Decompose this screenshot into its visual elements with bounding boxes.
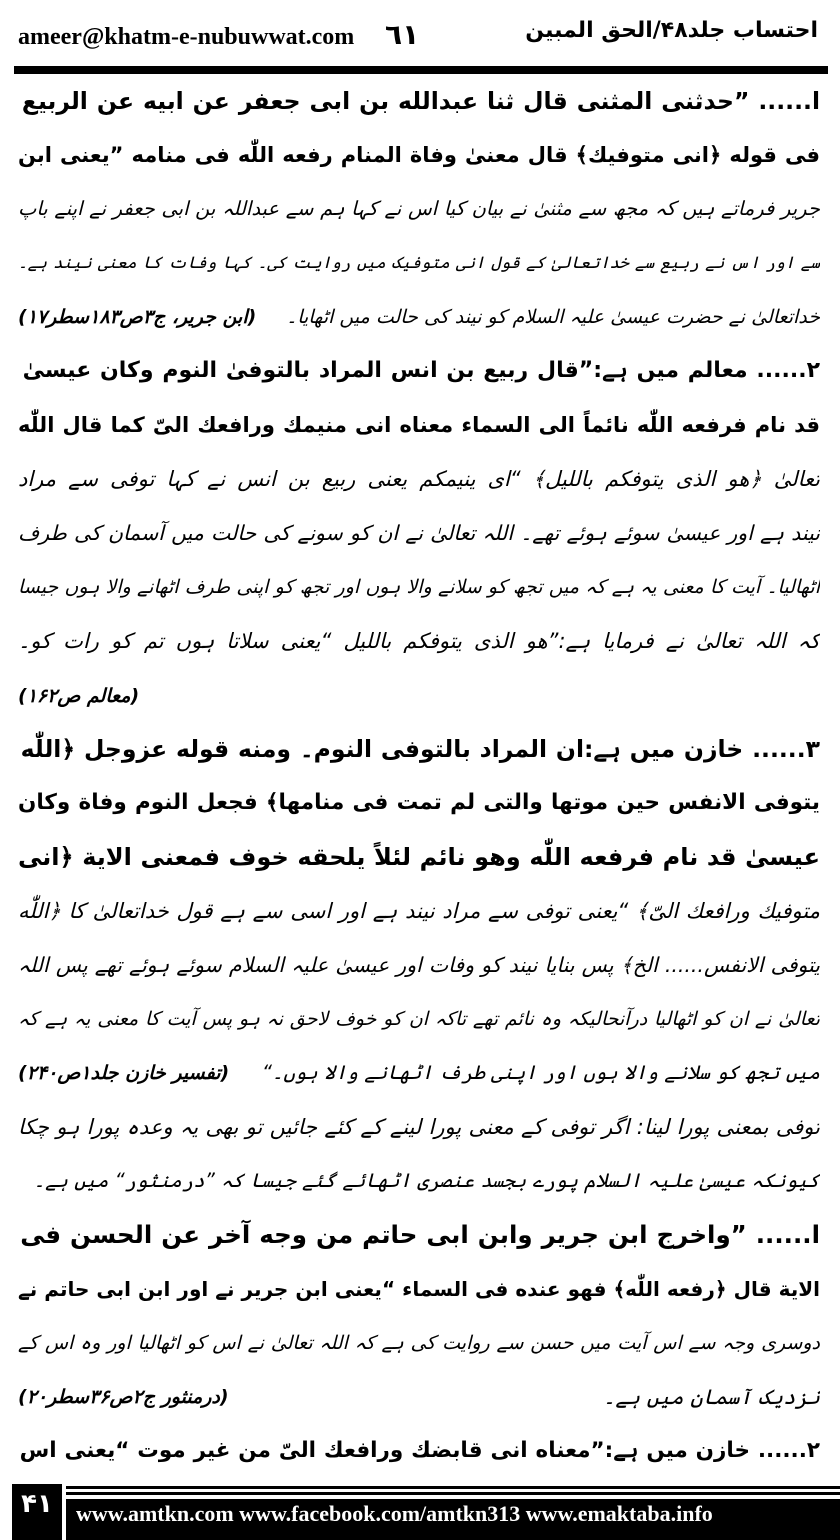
footer-links: www.amtkn.com www.facebook.com/amtkn313 www.emaktaba.info — [66, 1499, 840, 1540]
line-text: خداتعالیٰ نے حضرت عیسیٰ علیہ السلام کو نیند کی حالت میں اٹھایا۔ — [286, 306, 820, 328]
text-line — [18, 506, 820, 560]
line-text: ۲...... معالم میں ہے:”قال ربیع بن انس المراد بالتوفیٰ النوم وکان عیسیٰ — [22, 358, 820, 383]
line-text: کہ اللہ تعالیٰ نے فرمایا ہے:”هو الذی یتوفکم باللیل “یعنی سلاتا ہوں تم کو رات کو۔ — [18, 629, 820, 653]
text-line — [18, 884, 820, 938]
text-line — [18, 722, 820, 776]
line-text: کیونکہ عیسیٰ علیہ السلام پورے بجسد عنصری اٹھائے گئے جیسا کہ ”درمنثور“ میں ہے۔ — [33, 1169, 820, 1192]
line-text: فی قوله ﴿انی متوفیك﴾ قال معنیٰ وفاة المنام رفعه اللّٰه فی منامه ”یعنی ابن — [18, 143, 820, 167]
text-line — [18, 614, 820, 668]
line-text: تعالیٰ ﴿هو الذی یتوفکم باللیل﴾ “ای ینیمکم یعنی ربیع بن انس نے کہا توفی سے مراد — [18, 467, 820, 491]
line-text: متوفیك ورافعك الیّ﴾ “یعنی توفی سے مراد نیند ہے اور اسی سے ہے قول خداتعالیٰ کا ﴿اللّٰه — [18, 899, 820, 923]
text-line — [18, 1262, 820, 1316]
text-line — [18, 344, 820, 398]
line-text: یتوفی الانفس...... الخ﴾ پس بنایا نیند کو وفات اور عیسیٰ علیہ السلام سوئے ہوئے تھے پس اللہ — [18, 953, 820, 977]
text-line — [18, 290, 820, 344]
line-text: اٹھالیا۔ آیت کا معنی یہ ہے کہ میں تجھ کو سلانے والا ہوں اور تجھ کو اپنی طرف اٹھانے والا ہوں جیسا — [18, 576, 820, 598]
text-line — [18, 74, 820, 128]
line-text: میں تجھ کو سلانے والا ہوں اور اپنی طرف اٹھانے والا ہوں۔“ — [261, 1061, 820, 1084]
line-text: سے اور اس نے ربیع سے خداتعالیٰ کے قول انی متوفیک میں روایت کی۔ کہا وفات کا معنی نیند ہے۔ — [18, 253, 820, 272]
text-line — [18, 1208, 820, 1262]
text-line — [18, 1046, 820, 1100]
header-page-number: ٦١ — [385, 18, 420, 51]
line-text: نیند ہے اور عیسیٰ سوئے ہوئے تھے۔ اللہ تعالیٰ نے ان کو سونے کی حالت میں آسمان کی طرف — [18, 521, 820, 545]
line-text: عیسیٰ قد نام فرفعه اللّٰه وهو نائم لئلاً یلحقه خوف فمعنی الایة ﴿انی — [18, 843, 820, 871]
line-text: دوسری وجہ سے اس آیت میں حسن سے روایت کی ہے کہ اللہ تعالیٰ نے اس کو اٹھالیا اور وہ اس کے — [18, 1332, 820, 1354]
line-text: ۲...... خازن میں ہے:”معناه انی قابضك ورافعك الیّ من غیر موت “یعنی اس — [19, 1438, 820, 1463]
line-text: ۳...... خازن میں ہے:ان المراد بالتوفی النوم۔ ومنه قوله عزوجل ﴿اللّٰه — [20, 735, 820, 763]
citation: (معالم ص۱۶۲) — [18, 685, 140, 707]
line-text: نزدیک آسمان میں ہے۔ — [603, 1385, 820, 1409]
line-text: الایة قال ﴿رفعه اللّٰه﴾ فهو عنده فی السماء “یعنی ابن جریر نے اور ابن ابی حاتم نے — [18, 1277, 820, 1301]
text-line — [18, 398, 820, 452]
line-text: یتوفی الانفس حین موتها والتی لم تمت فی منامها﴾ فجعل النوم وفاة وکان — [18, 790, 820, 815]
text-line — [18, 830, 820, 884]
line-text: تعالیٰ نے ان کو اٹھالیا درآنحالیکہ وہ نائم تھے تاکہ ان کو خوف لاحق نہ ہو پس آیت کا معنی یہ ہے کہ — [18, 1008, 820, 1030]
footer-rule — [66, 1486, 840, 1489]
book-title: احتساب جلد۴۸/الحق المبین — [525, 18, 818, 43]
text-line — [18, 1316, 820, 1370]
text-line — [18, 182, 820, 236]
page-header — [0, 14, 840, 58]
text-line — [18, 776, 820, 830]
line-text: توفی بمعنی پورا لینا: اگر توفی کے معنی پورا لینے کے کئے جائیں تو بھی یہ وعدہ پورا ہو چکا — [18, 1115, 820, 1139]
line-text: جریر فرماتے ہیں کہ مجھ سے مثنیٰ نے بیان کیا اس نے کہا ہم سے عبداللہ بن ابی جعفر نے اپنے باپ — [18, 197, 820, 220]
text-line — [18, 668, 820, 722]
text-line — [18, 1370, 820, 1424]
text-line — [18, 236, 820, 290]
header-email: ameer@khatm-e-nubuwwat.com — [18, 24, 355, 50]
header-rule — [14, 66, 828, 74]
citation: (تفسیر خازن جلد۱ص۲۴۰) — [18, 1062, 230, 1084]
line-text: ا...... ”واخرج ابن جریر وابن ابی حاتم من وجه آخر عن الحسن فی — [20, 1220, 820, 1249]
text-line — [18, 560, 820, 614]
page-body — [18, 74, 820, 1478]
text-line — [18, 1424, 820, 1478]
text-line — [18, 938, 820, 992]
text-line — [18, 992, 820, 1046]
footer-rule — [66, 1492, 840, 1495]
citation: (درمنثور ج۲ص۳۶سطر۲۰) — [18, 1386, 229, 1408]
line-text: قد نام فرفعه اللّٰه نائماً الی السماء معناه انی منیمك ورافعك الیّ کما قال اللّٰه — [18, 413, 820, 437]
text-line — [18, 452, 820, 506]
line-text: ا...... ”حدثنی المثنی قال ثنا عبدالله بن ابی جعفر عن ابیه عن الربیع — [21, 87, 820, 115]
citation: (ابن جریر، ج۳ص۱۸۳سطر۱۷) — [18, 306, 257, 328]
text-line — [18, 1100, 820, 1154]
text-line — [18, 128, 820, 182]
footer-page-number: ۴۱ — [12, 1484, 62, 1540]
text-line — [18, 1154, 820, 1208]
